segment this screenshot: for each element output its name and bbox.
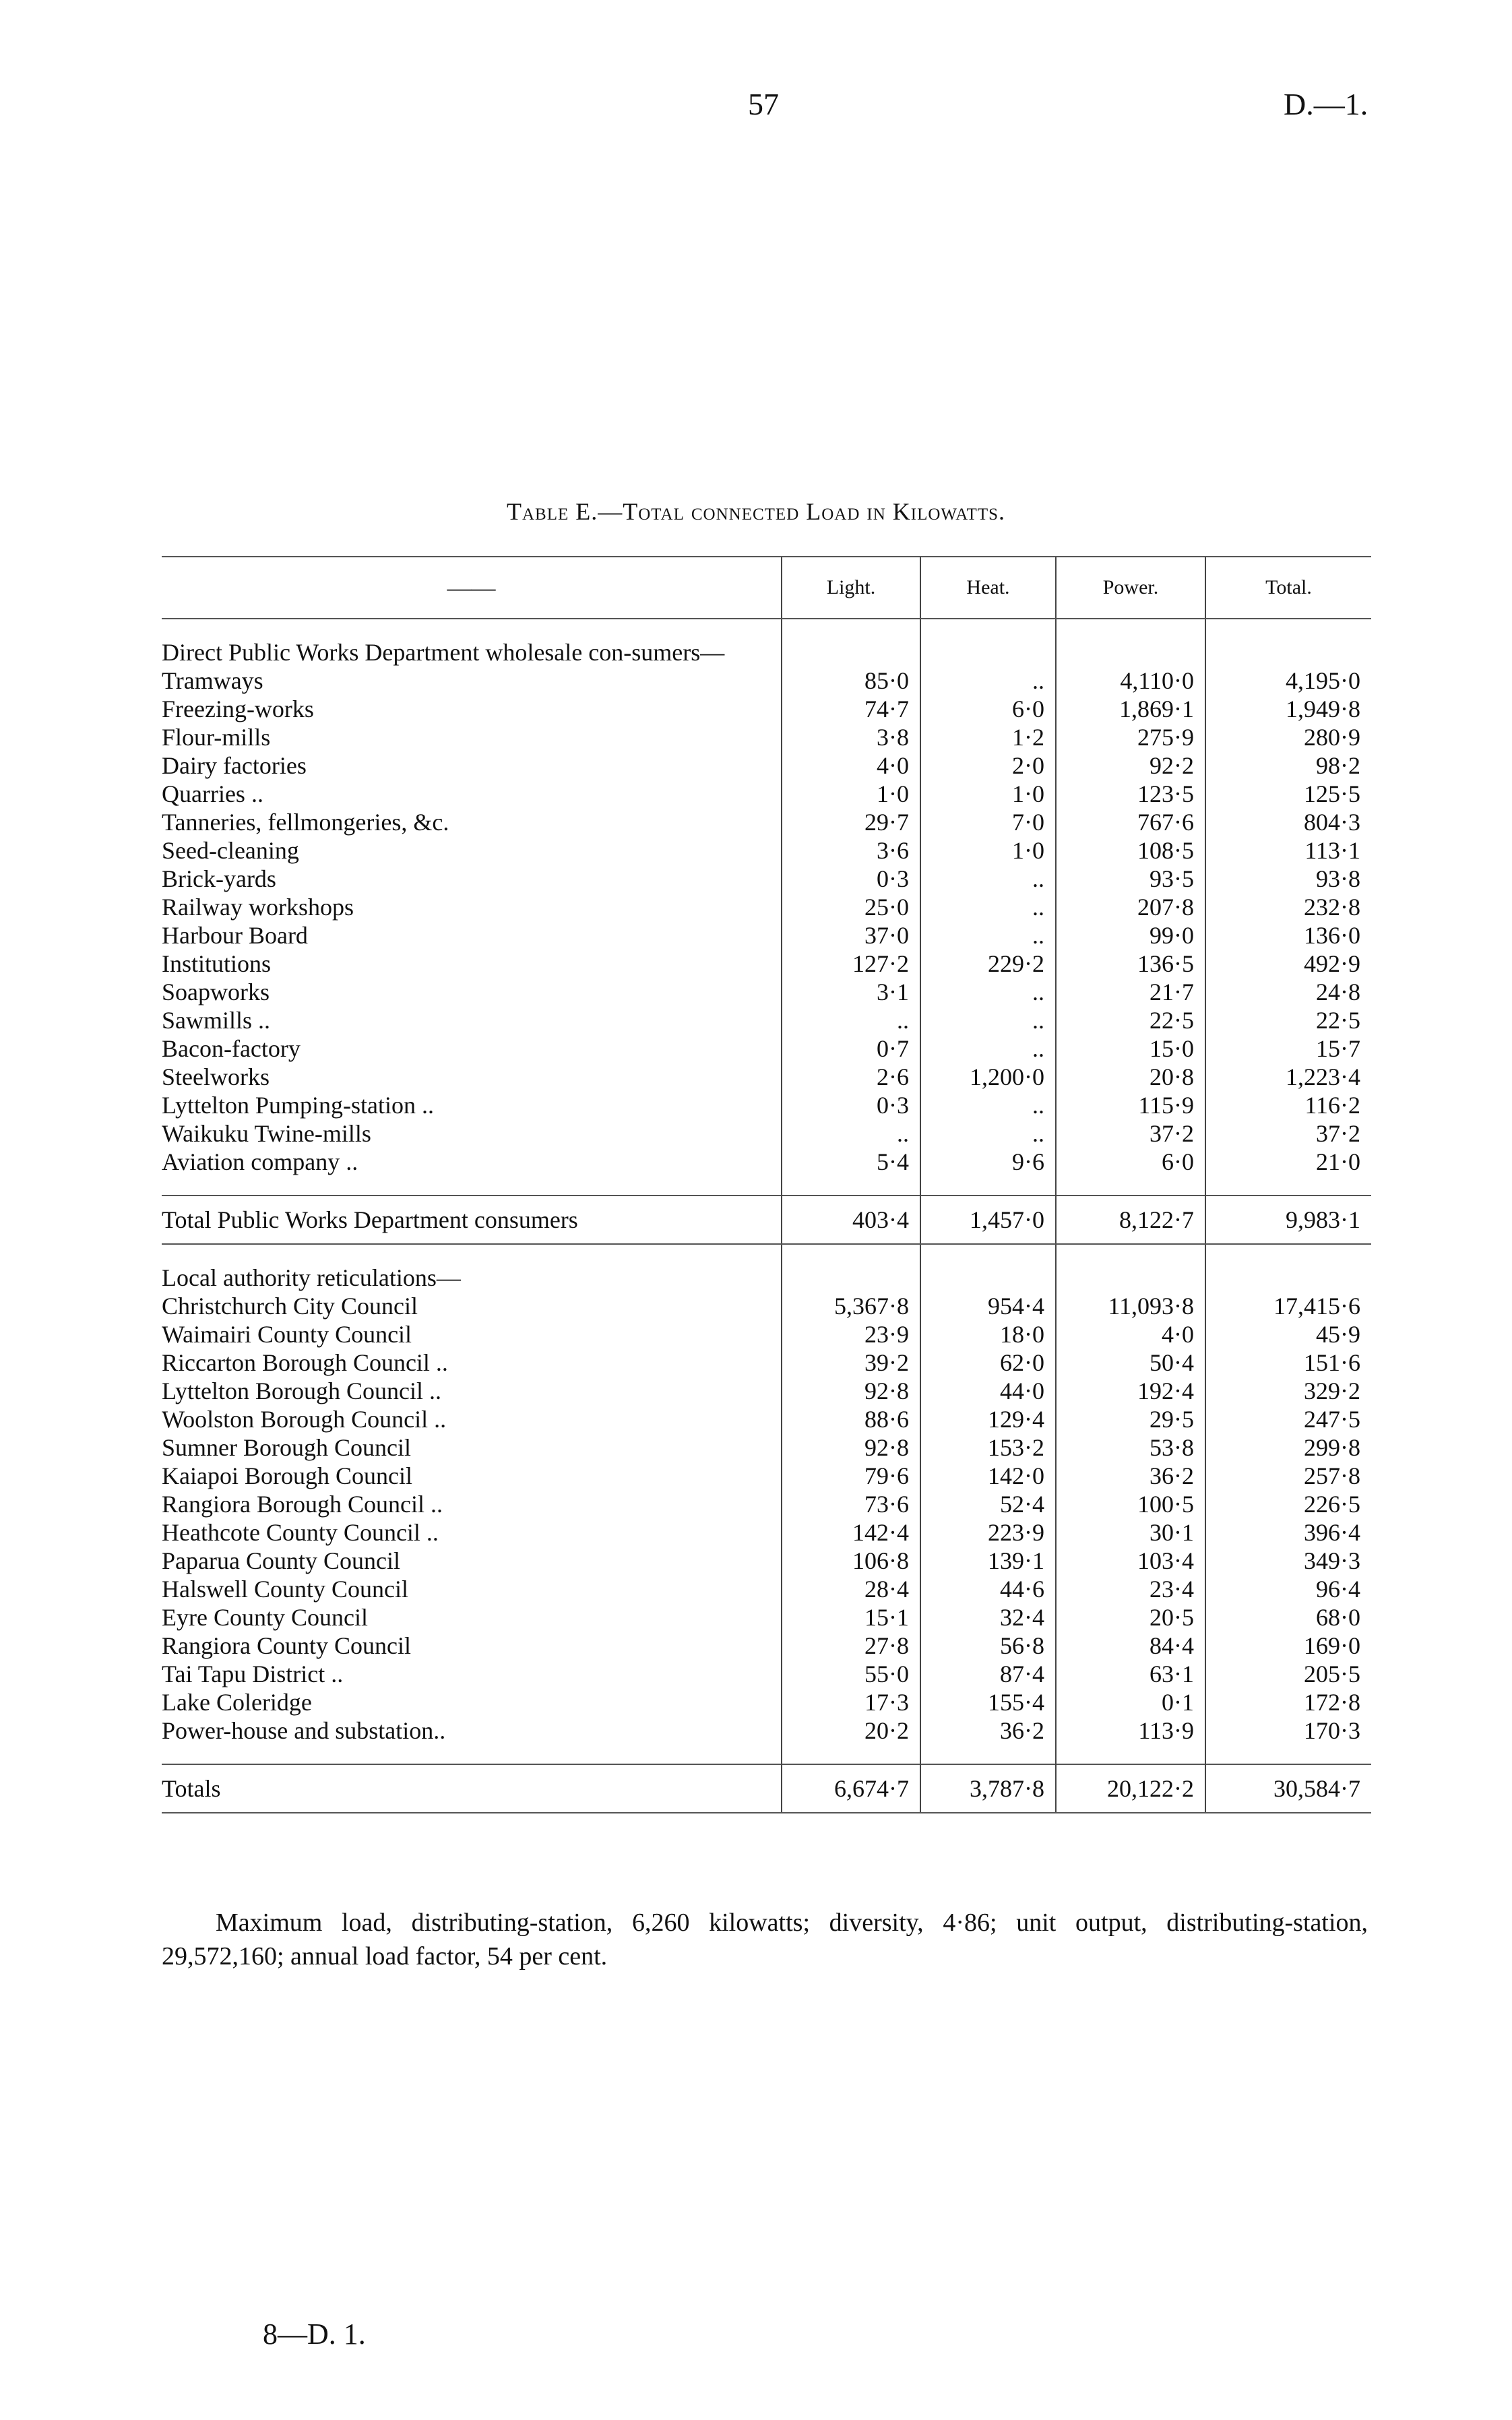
section-heading: Local authority reticulations— [162,1264,461,1291]
cell-heat: 153·2 [920,1433,1056,1462]
table-row [162,1405,1371,1433]
table-row [162,1034,1371,1063]
cell-total: 96·4 [1205,1575,1371,1603]
page-number: 57 [748,87,779,121]
cell-power: 192·4 [1056,1377,1205,1405]
row-label-text: Bacon-factory [162,1035,301,1062]
row-label [162,1688,782,1716]
cell-power: 84·4 [1056,1632,1205,1660]
cell-heat: 87·4 [920,1660,1056,1688]
cell-total: 98·2 [1205,751,1371,780]
cell-power: 15·0 [1056,1034,1205,1063]
cell-heat: .. [920,666,1056,695]
cell-heat: 36·2 [920,1716,1056,1745]
cell-power: 113·9 [1056,1716,1205,1745]
cell-total: 349·3 [1205,1547,1371,1575]
cell-total: 396·4 [1205,1518,1371,1547]
cell-total: 492·9 [1205,950,1371,978]
row-label [162,1433,782,1462]
cell-power: 4,110·0 [1056,666,1205,695]
table-row [162,723,1371,751]
table-row [162,751,1371,780]
row-label [162,1377,782,1405]
row-label-text: Kaiapoi Borough Council [162,1462,412,1489]
cell-light: 403·4 [782,1196,920,1244]
cell-total: 17,415·6 [1205,1292,1371,1320]
row-label-text: Brick-yards [162,865,276,892]
cell-light: 3·8 [782,723,920,751]
cell-total: 205·5 [1205,1660,1371,1688]
cell-heat: 1·0 [920,780,1056,808]
row-label-text: Lyttelton Borough Council .. [162,1377,441,1404]
cell-heat: 139·1 [920,1547,1056,1575]
section-heading-row [162,1264,1371,1292]
row-label [162,1603,782,1632]
row-label [162,1575,782,1603]
table-row [162,1292,1371,1320]
cell-power: 123·5 [1056,780,1205,808]
cell-light: 1·0 [782,780,920,808]
cell-light: 25·0 [782,893,920,921]
row-label [162,1405,782,1433]
row-label [162,666,782,695]
cell-total: 9,983·1 [1205,1196,1371,1244]
table-row [162,950,1371,978]
row-label-text: Seed-cleaning [162,837,299,864]
row-label [162,1148,782,1176]
cell-total: 804·3 [1205,808,1371,836]
cell-power: 8,122·7 [1056,1196,1205,1244]
row-label [162,723,782,751]
cell-power: 29·5 [1056,1405,1205,1433]
cell-total: 116·2 [1205,1091,1371,1119]
cell-total: 151·6 [1205,1348,1371,1377]
table-row [162,1518,1371,1547]
cell-light: 2·6 [782,1063,920,1091]
row-label-text: Lake Coleridge [162,1689,312,1716]
cell-heat: 9·6 [920,1148,1056,1176]
row-label-text: Heathcote County Council .. [162,1519,439,1546]
table-row [162,1462,1371,1490]
table-row [162,1091,1371,1119]
table-row [162,1148,1371,1176]
row-label [162,1660,782,1688]
cell-total: 172·8 [1205,1688,1371,1716]
section-public-works [162,619,1371,1244]
cell-heat: 44·6 [920,1575,1056,1603]
cell-light: 37·0 [782,921,920,950]
section-local-authority [162,1244,1371,1813]
column-header-label: —— [162,557,782,619]
footnote: Maximum load, distributing-station, 6,260 kilowatts; diversity, 4·86; unit output, distributing-station, 29,572,160; annual load factor, 54 per cent. [162,1909,1368,1971]
cell-power: 36·2 [1056,1462,1205,1490]
table-row [162,1547,1371,1575]
cell-heat: 1·2 [920,723,1056,751]
cell-light: 92·8 [782,1377,920,1405]
row-label [162,978,782,1006]
cell-power: 6·0 [1056,1148,1205,1176]
cell-light: 28·4 [782,1575,920,1603]
row-label-text: Halswell County Council [162,1576,408,1603]
cell-light: 127·2 [782,950,920,978]
table-title: Table E.—Total connected Load in Kilowatts. [506,498,1005,525]
table-row [162,1119,1371,1148]
cell-light: 74·7 [782,695,920,723]
row-label [162,950,782,978]
total-row-public-works [162,1196,1371,1244]
cell-power: 37·2 [1056,1119,1205,1148]
cell-light: 92·8 [782,1433,920,1462]
row-label [162,1462,782,1490]
table-row [162,865,1371,893]
row-label-text: Totals [162,1775,221,1802]
cell-power: 30·1 [1056,1518,1205,1547]
table-row [162,978,1371,1006]
row-label-text: Woolston Borough Council .. [162,1406,447,1433]
table-row [162,780,1371,808]
cell-power: 23·4 [1056,1575,1205,1603]
table-header-row [162,557,1371,619]
cell-light: 39·2 [782,1348,920,1377]
cell-light: 27·8 [782,1632,920,1660]
cell-power: 53·8 [1056,1433,1205,1462]
table-row [162,1632,1371,1660]
cell-heat: 6·0 [920,695,1056,723]
cell-heat: 954·4 [920,1292,1056,1320]
cell-heat: 2·0 [920,751,1056,780]
connected-load-table [162,556,1371,1813]
row-label [162,1518,782,1547]
cell-light: 0·3 [782,1091,920,1119]
row-label [162,1292,782,1320]
row-label [162,1034,782,1063]
cell-power: 11,093·8 [1056,1292,1205,1320]
cell-light: 79·6 [782,1462,920,1490]
table-row [162,1660,1371,1688]
cell-total: 329·2 [1205,1377,1371,1405]
cell-power: 136·5 [1056,950,1205,978]
row-label-text: Eyre County Council [162,1604,368,1631]
row-label-text: Harbour Board [162,922,308,949]
cell-light: .. [782,1119,920,1148]
cell-heat: 142·0 [920,1462,1056,1490]
row-label [162,1348,782,1377]
row-label-text: Aviation company .. [162,1148,358,1175]
row-label [162,808,782,836]
row-label-text: Christchurch City Council [162,1293,418,1320]
cell-power: 92·2 [1056,751,1205,780]
row-label [162,1632,782,1660]
row-label-text: Freezing-works [162,695,314,722]
section-heading-row [162,638,1371,666]
row-label-text: Total Public Works Department consumers [162,1206,578,1233]
cell-total: 1,949·8 [1205,695,1371,723]
cell-heat: 223·9 [920,1518,1056,1547]
cell-light: 142·4 [782,1518,920,1547]
row-label-text: Dairy factories [162,752,307,779]
cell-light: 0·7 [782,1034,920,1063]
cell-heat: 155·4 [920,1688,1056,1716]
cell-heat: .. [920,921,1056,950]
table-row [162,893,1371,921]
table-row [162,666,1371,695]
column-header-light: Light. [782,557,920,619]
cell-total: 4,195·0 [1205,666,1371,695]
row-label-text: Institutions [162,950,272,977]
cell-light: 5·4 [782,1148,920,1176]
cell-heat: 1,200·0 [920,1063,1056,1091]
cell-light: .. [782,1006,920,1034]
table-row [162,1490,1371,1518]
cell-heat: 62·0 [920,1348,1056,1377]
cell-heat: 229·2 [920,950,1056,978]
column-header-heat: Heat. [920,557,1056,619]
cell-power: 4·0 [1056,1320,1205,1348]
cell-light: 0·3 [782,865,920,893]
document-reference: D.—1. [1284,87,1368,121]
cell-power: 0·1 [1056,1688,1205,1716]
table-row [162,1320,1371,1348]
cell-total: 93·8 [1205,865,1371,893]
cell-light: 3·1 [782,978,920,1006]
cell-light: 17·3 [782,1688,920,1716]
row-label-text: Power-house and substation.. [162,1717,446,1744]
row-label-text: Tai Tapu District .. [162,1661,344,1687]
row-label-text: Tramways [162,667,263,694]
cell-heat: 18·0 [920,1320,1056,1348]
cell-power: 275·9 [1056,723,1205,751]
row-label-text: Quarries .. [162,780,263,807]
cell-total: 24·8 [1205,978,1371,1006]
cell-heat: .. [920,1006,1056,1034]
cell-total: 45·9 [1205,1320,1371,1348]
cell-heat: .. [920,1034,1056,1063]
cell-light: 15·1 [782,1603,920,1632]
cell-total: 1,223·4 [1205,1063,1371,1091]
cell-heat: 3,787·8 [920,1764,1056,1813]
table-row [162,1348,1371,1377]
cell-total: 22·5 [1205,1006,1371,1034]
row-label [162,751,782,780]
cell-power: 103·4 [1056,1547,1205,1575]
row-label [162,921,782,950]
cell-power: 115·9 [1056,1091,1205,1119]
cell-light: 23·9 [782,1320,920,1348]
cell-light: 73·6 [782,1490,920,1518]
row-label-text: Tanneries, fellmongeries, &c. [162,809,449,836]
row-label [162,1006,782,1034]
cell-heat: 1·0 [920,836,1056,865]
table-row [162,921,1371,950]
table-row [162,808,1371,836]
section-heading: Direct Public Works Department wholesale con-sumers— [162,639,725,666]
cell-total: 68·0 [1205,1603,1371,1632]
cell-total: 169·0 [1205,1632,1371,1660]
cell-power: 93·5 [1056,865,1205,893]
row-label-text: Paparua County Council [162,1547,400,1574]
cell-total: 15·7 [1205,1034,1371,1063]
row-label-text: Railway workshops [162,894,354,921]
row-label [162,893,782,921]
row-label [162,695,782,723]
table-row [162,1688,1371,1716]
row-label-text: Sumner Borough Council [162,1434,411,1461]
cell-power: 207·8 [1056,893,1205,921]
cell-heat: .. [920,978,1056,1006]
cell-total: 113·1 [1205,836,1371,865]
cell-power: 100·5 [1056,1490,1205,1518]
row-label [162,1547,782,1575]
cell-power: 20·8 [1056,1063,1205,1091]
row-label [162,1196,782,1244]
cell-heat: 32·4 [920,1603,1056,1632]
row-label [162,1119,782,1148]
column-header-total: Total. [1205,557,1371,619]
cell-heat: 7·0 [920,808,1056,836]
cell-light: 4·0 [782,751,920,780]
row-label-text: Flour-mills [162,724,271,751]
table-row [162,1006,1371,1034]
row-label [162,1091,782,1119]
cell-power: 767·6 [1056,808,1205,836]
cell-light: 29·7 [782,808,920,836]
cell-light: 88·6 [782,1405,920,1433]
cell-total: 257·8 [1205,1462,1371,1490]
cell-total: 232·8 [1205,893,1371,921]
row-label [162,836,782,865]
cell-light: 6,674·7 [782,1764,920,1813]
row-label [162,1063,782,1091]
cell-total: 280·9 [1205,723,1371,751]
cell-total: 226·5 [1205,1490,1371,1518]
row-label-text: Sawmills .. [162,1007,271,1034]
cell-light: 106·8 [782,1547,920,1575]
row-label-text: Steelworks [162,1063,270,1090]
cell-power: 1,869·1 [1056,695,1205,723]
cell-heat: 129·4 [920,1405,1056,1433]
cell-light: 55·0 [782,1660,920,1688]
table-row [162,1433,1371,1462]
row-label [162,1764,782,1813]
cell-heat: 1,457·0 [920,1196,1056,1244]
cell-total: 30,584·7 [1205,1764,1371,1813]
cell-total: 170·3 [1205,1716,1371,1745]
cell-light: 5,367·8 [782,1292,920,1320]
table-row [162,1603,1371,1632]
table-row [162,1063,1371,1091]
cell-power: 21·7 [1056,978,1205,1006]
table-row [162,836,1371,865]
row-label [162,780,782,808]
row-label-text: Rangiora Borough Council .. [162,1491,443,1518]
cell-total: 299·8 [1205,1433,1371,1462]
table-row [162,695,1371,723]
page-signature: 8—D. 1. [263,2318,366,2351]
cell-total: 21·0 [1205,1148,1371,1176]
row-label [162,865,782,893]
cell-light: 20·2 [782,1716,920,1745]
cell-total: 247·5 [1205,1405,1371,1433]
grand-total-row [162,1764,1371,1813]
row-label-text: Waikuku Twine-mills [162,1120,371,1147]
cell-total: 136·0 [1205,921,1371,950]
row-label-text: Soapworks [162,979,270,1005]
cell-power: 99·0 [1056,921,1205,950]
cell-total: 37·2 [1205,1119,1371,1148]
cell-power: 20,122·2 [1056,1764,1205,1813]
cell-power: 20·5 [1056,1603,1205,1632]
row-label [162,1320,782,1348]
cell-heat: 52·4 [920,1490,1056,1518]
table-row [162,1377,1371,1405]
row-label [162,1490,782,1518]
row-label-text: Lyttelton Pumping-station .. [162,1092,434,1119]
row-label-text: Riccarton Borough Council .. [162,1349,448,1376]
cell-power: 50·4 [1056,1348,1205,1377]
cell-heat: .. [920,1119,1056,1148]
table-row [162,1716,1371,1745]
cell-light: 3·6 [782,836,920,865]
cell-power: 108·5 [1056,836,1205,865]
cell-power: 22·5 [1056,1006,1205,1034]
cell-heat: .. [920,1091,1056,1119]
cell-total: 125·5 [1205,780,1371,808]
cell-heat: 56·8 [920,1632,1056,1660]
row-label-text: Rangiora County Council [162,1632,411,1659]
row-label-text: Waimairi County Council [162,1321,412,1348]
cell-power: 63·1 [1056,1660,1205,1688]
row-label [162,1716,782,1745]
column-header-power: Power. [1056,557,1205,619]
cell-light: 85·0 [782,666,920,695]
cell-heat: 44·0 [920,1377,1056,1405]
table-row [162,1575,1371,1603]
cell-heat: .. [920,893,1056,921]
cell-heat: .. [920,865,1056,893]
